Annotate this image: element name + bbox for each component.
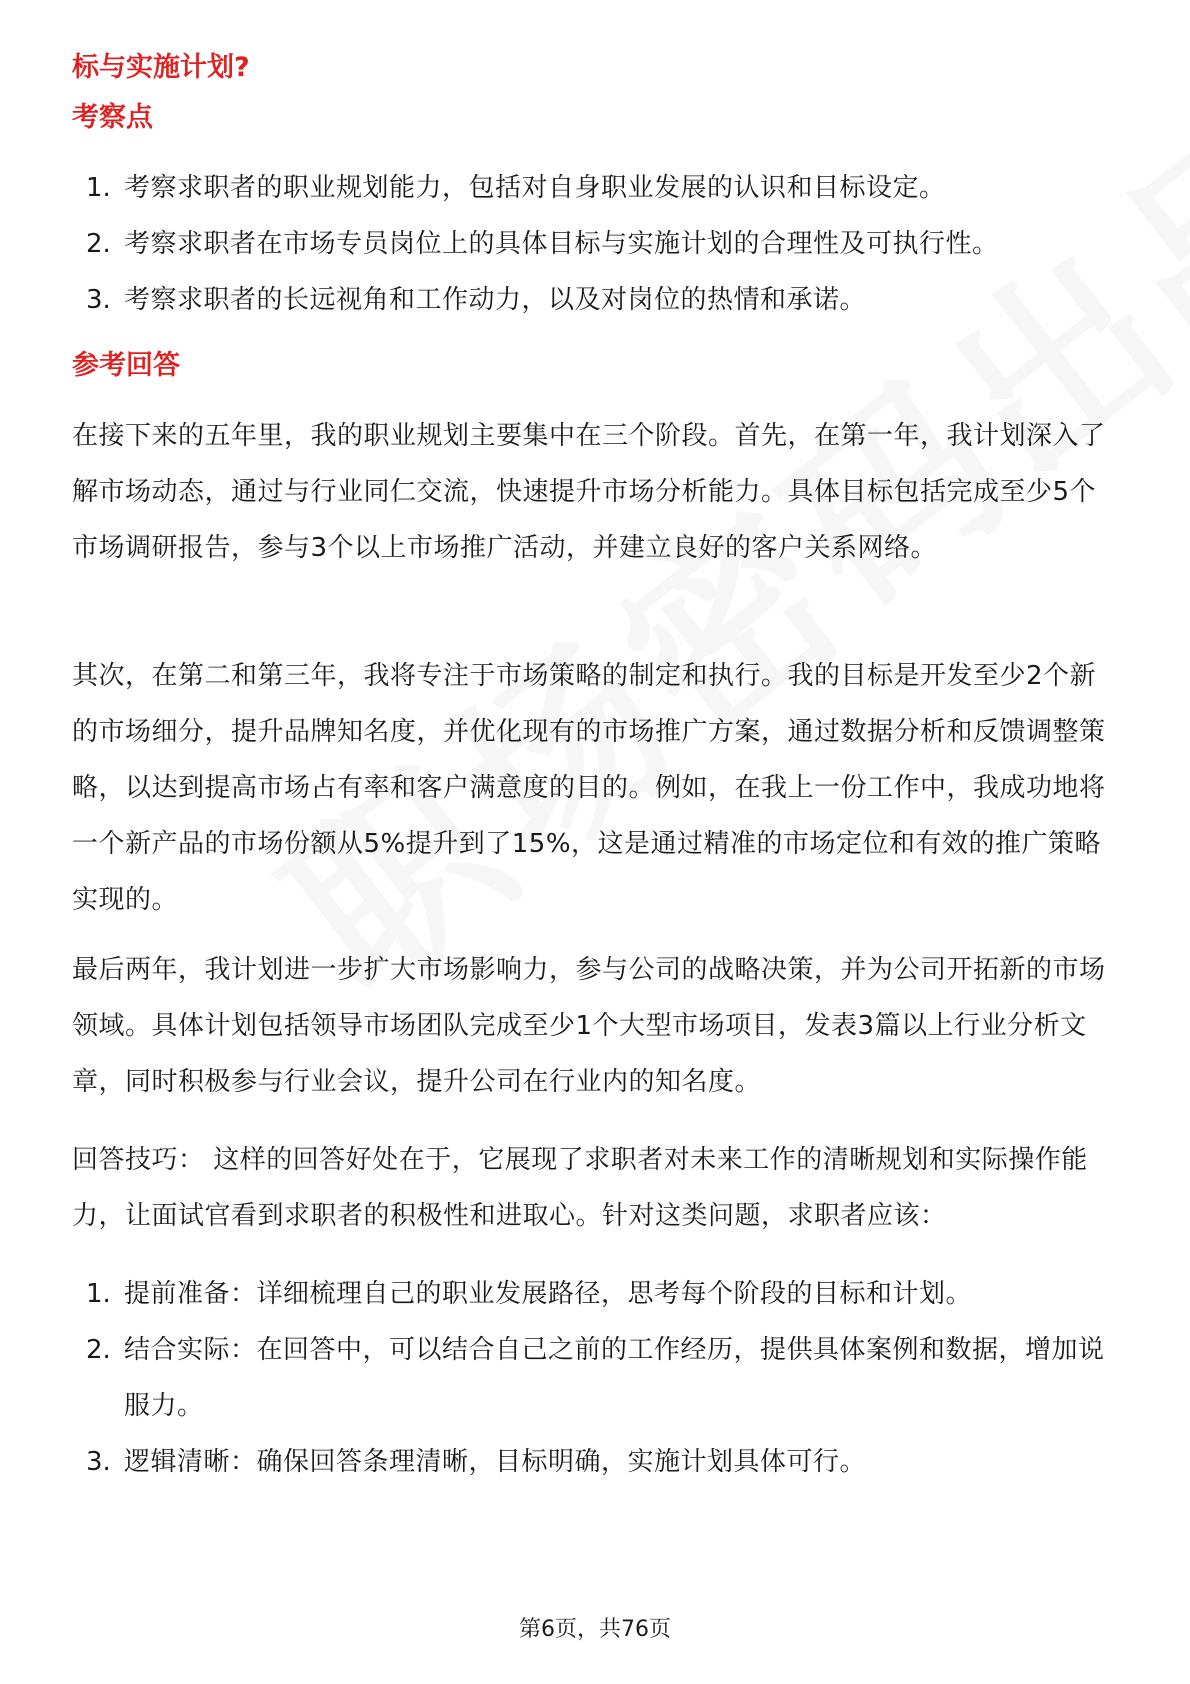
answer-paragraph-1: 在接下来的五年里，我的职业规划主要集中在三个阶段。首先，在第一年，我计划深入了解市场动态，通过与行业同仁交流，快速提升市场分析能力。具体目标包括完成至少5个市场调研报告，参与3个以上市场推广活动，并建立良好的客户关系网络。 [72, 421, 1106, 563]
list-item: 2. 考察求职者在市场专员岗位上的具体目标与实施计划的合理性及可执行性。 [86, 229, 999, 259]
answer-tips: 回答技巧： 这样的回答好处在于，它展现了求职者对未来工作的清晰规划和实际操作能力，让面试官看到求职者的积极性和进取心。针对这类问题，求职者应该： [72, 1145, 1088, 1231]
top-heading: 标与实施计划? [72, 52, 250, 83]
answer-paragraph-2: 其次，在第二和第三年，我将专注于市场策略的制定和执行。我的目标是开发至少2个新的市场细分，提升品牌知名度，并优化现有的市场推广方案，通过数据分析和反馈调整策略，以达到提高市场占有率和客户满意度的目的。例如，在我上一份工作中，我成功地将一个新产品的市场份额从5%提升到了15%，这是通过精准的市场定位和有效的推广策略实现的。 [72, 661, 1106, 915]
section-heading-answer: 参考回答 [72, 350, 180, 381]
section-heading-points: 考察点 [72, 102, 153, 133]
page-number: 第6页，共76页 [519, 1617, 671, 1642]
list-item: 3. 考察求职者的长远视角和工作动力，以及对岗位的热情和承诺。 [86, 285, 867, 315]
answer-paragraph-3: 最后两年，我计划进一步扩大市场影响力，参与公司的战略决策，并为公司开拓新的市场领域。具体计划包括领导市场团队完成至少1个大型市场项目，发表3篇以上行业分析文章，同时积极参与行业会议，提升公司在行业内的知名度。 [72, 955, 1106, 1097]
tips-list [0, 1266, 1190, 1490]
list-item: 3. 逻辑清晰：确保回答条理清晰，目标明确，实施计划具体可行。 [86, 1447, 867, 1477]
list-item: 1. 考察求职者的职业规划能力，包括对自身职业发展的认识和目标设定。 [86, 173, 946, 203]
list-item: 1. 提前准备：详细梳理自己的职业发展路径，思考每个阶段的目标和计划。 [86, 1279, 973, 1309]
points-list [0, 160, 1190, 328]
list-item: 2. 结合实际：在回答中，可以结合自己之前的工作经历，提供具体案例和数据，增加说服力。 [86, 1335, 1105, 1421]
